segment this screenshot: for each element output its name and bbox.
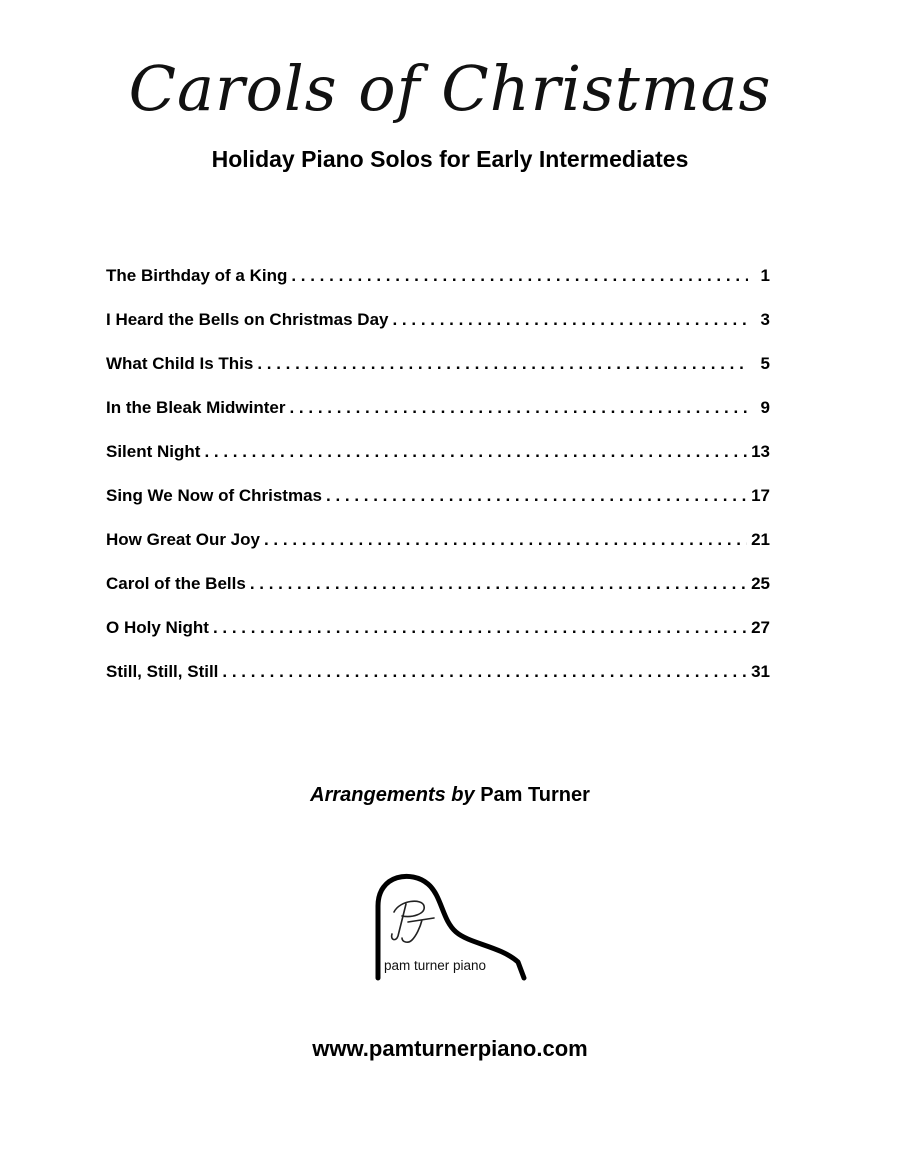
toc-entry-title: I Heard the Bells on Christmas Day bbox=[106, 310, 389, 329]
book-subtitle: Holiday Piano Solos for Early Intermediates bbox=[211, 146, 689, 172]
toc-entry bbox=[106, 398, 770, 442]
toc-entry-title: What Child Is This bbox=[106, 354, 254, 373]
website-url: www.pamturnerpiano.com bbox=[312, 1036, 588, 1061]
toc-entry bbox=[106, 618, 770, 662]
toc-entry-title: How Great Our Joy bbox=[106, 530, 260, 549]
toc-leader-dots bbox=[250, 574, 747, 594]
logo-caption: pam turner piano bbox=[384, 958, 487, 973]
toc-entry-page: 3 bbox=[760, 310, 770, 329]
toc-leader-dots bbox=[289, 398, 748, 418]
arranger-name: Pam Turner bbox=[480, 784, 590, 806]
table-of-contents bbox=[106, 266, 770, 706]
toc-entry-page: 1 bbox=[760, 266, 770, 285]
toc-entry bbox=[106, 310, 770, 354]
book-title: Carols of Christmas bbox=[128, 52, 772, 125]
toc-entry bbox=[106, 574, 770, 618]
toc-leader-dots bbox=[257, 354, 748, 374]
toc-entry-title: The Birthday of a King bbox=[106, 266, 288, 285]
toc-leader-dots bbox=[291, 266, 748, 286]
toc-entry-page: 31 bbox=[751, 662, 770, 681]
credit-prefix: Arrangements by bbox=[310, 784, 475, 806]
toc-entry-page: 13 bbox=[751, 442, 770, 461]
toc-leader-dots bbox=[264, 530, 747, 550]
toc-entry-page: 21 bbox=[751, 530, 770, 549]
toc-entry-page: 25 bbox=[751, 574, 770, 593]
toc-leader-dots bbox=[392, 310, 748, 330]
toc-entry bbox=[106, 530, 770, 574]
toc-entry bbox=[106, 486, 770, 530]
toc-entry-title: O Holy Night bbox=[106, 618, 209, 637]
toc-leader-dots bbox=[326, 486, 747, 506]
toc-entry-title: Silent Night bbox=[106, 442, 201, 461]
toc-entry-page: 9 bbox=[760, 398, 770, 417]
toc-entry-title: In the Bleak Midwinter bbox=[106, 398, 286, 417]
toc-entry bbox=[106, 662, 770, 706]
toc-entry bbox=[106, 354, 770, 398]
toc-entry-page: 17 bbox=[751, 486, 770, 505]
toc-entry-title: Sing We Now of Christmas bbox=[106, 486, 322, 505]
toc-leader-dots bbox=[213, 618, 747, 638]
toc-leader-dots bbox=[204, 442, 747, 462]
toc-entry-title: Carol of the Bells bbox=[106, 574, 246, 593]
toc-entry-page: 27 bbox=[751, 618, 770, 637]
toc-leader-dots bbox=[222, 662, 747, 682]
toc-entry-page: 5 bbox=[760, 354, 770, 373]
toc-entry-title: Still, Still, Still bbox=[106, 662, 219, 681]
toc-entry bbox=[106, 442, 770, 486]
arranger-credit bbox=[0, 784, 900, 807]
toc-entry bbox=[106, 266, 770, 310]
